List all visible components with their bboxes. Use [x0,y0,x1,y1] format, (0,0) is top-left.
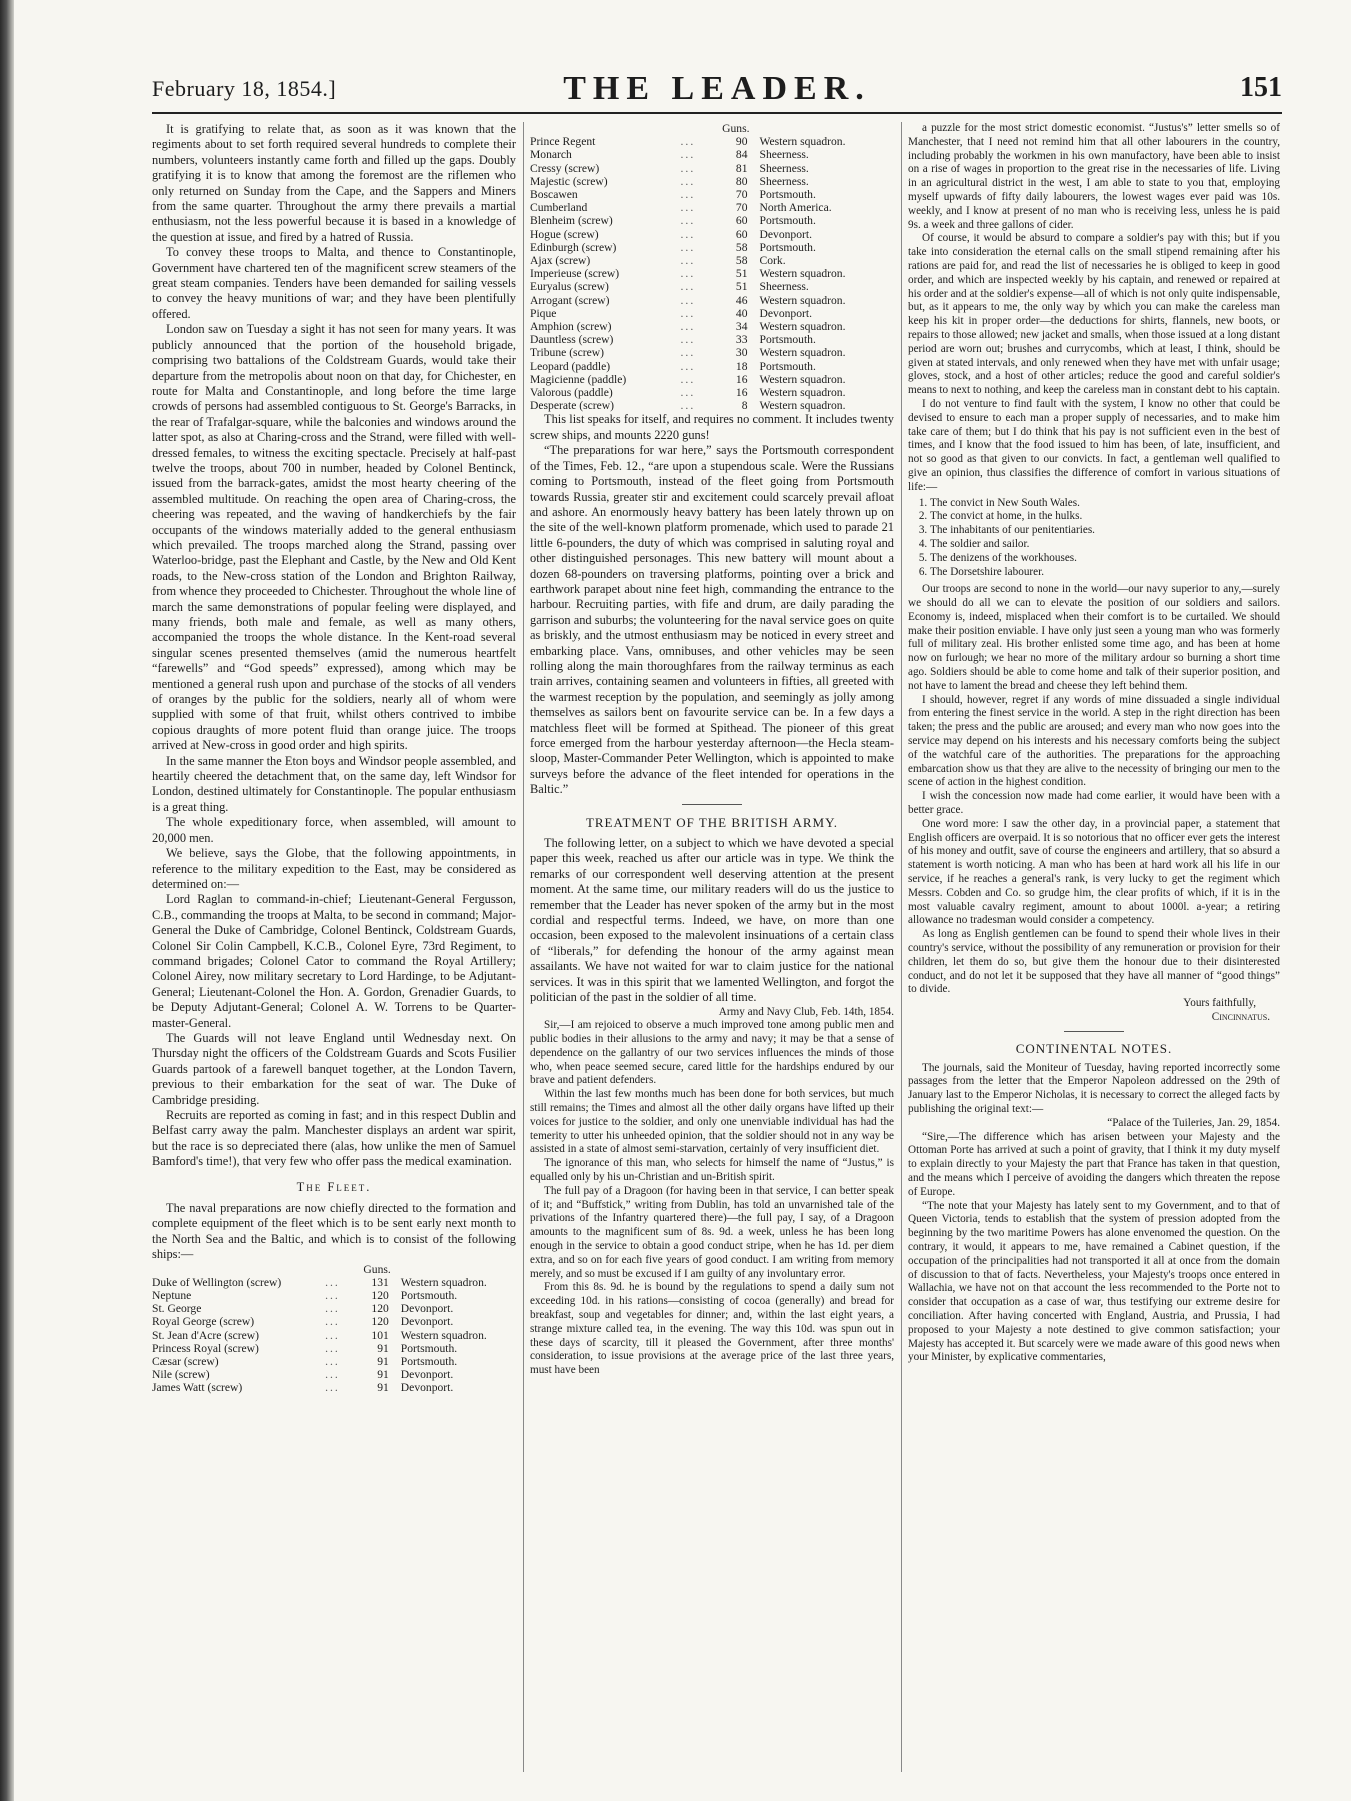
letter-dateline: “Palace of the Tuileries, Jan. 29, 1854. [1107,1116,1280,1129]
table-row: Cumberland ... 70 North America. [530,201,832,215]
table-row: Prince Regent ... 90 Western squadron. [530,135,846,149]
table-row: Majestic (screw) ... 80 Sheerness. [530,174,809,188]
table-row: Boscawen ... 70 Portsmouth. [530,188,816,202]
table-row: Nile (screw) ... 91 Devonport. [152,1368,454,1382]
paragraph: It is gratifying to relate that, as soon as it was known that the regiments about to set forth required several hundreds to complete their numbers, volunteers instantly came forth and filled up the gaps. Doubly gratifying it is to know that among the foremost are the riflemen who only returned on Sunday from the Cape, and the Sappers and Miners from the same quarter. Throughout the army there prevails a martial enthusiasm, not the less powerful because it is based in a knowledge of the question at issue, and fired by a hatred of Russia. [152,122,516,244]
section-rule [1064,1031,1124,1032]
table-row: Cressy (screw) ... 81 Sheerness. [530,161,809,175]
paragraph: One word more: I saw the other day, in a provincial paper, a statement that English officers are overpaid. It is so notorious that no officer ever gets the interest of his money and outfit, save of course the engineers and artillery, that so absurd a statement is worth noticing. A man who has been at hard work all his life in our service, if he reaches a general's rank, is very lucky to get the regiment which Messrs. Cobden and Co. so grudge him, the clear profits of which, if it is in the most valuable cavalry regiment, amount to about 1000l. a-year; a retiring allowance no tradesman would consider a competency. [908,817,1280,927]
section-heading-fleet: The Fleet. [296,1179,372,1194]
table-row: Desperate (screw) ... 8 Western squadron. [530,399,846,413]
paragraph: “The preparations for war here,” says the Portsmouth correspondent of the Times, Feb. 12., “are upon a stupendous scale. Were the Russians coming to Portsmouth, instead of the fleet going from Portsmouth towards Russia, greater stir and excitement could scarcely prevail afloat and ashore. An enormously heavy battery has been lately thrown up on the site of the well-known platform promenade, which used to parade 21 little 6-pounders, the duty of which was comprised in saluting royal and other distinguished personages. This new battery will mount about a dozen 68-pounders on traversing platforms, pointing over a brick and earthwork parapet about nine feet high, commanding the entrance to the harbour. Recruiting parties, with fife and drum, are daily parading the garrison and suburbs; the volunteering for the naval service goes on quite as briskly, and the utmost enthusiasm may be noticed in every street and embarking place. Vans, omnibuses, and other vehicles may be seen rolling along the main thoroughfares from the railway terminus as each train arrives, containing seamen and volunteers in fifties, all greeted with the warmest reception by the population, and seemingly as jolly among themselves as sailors bent on favourite service can be. In a few days a matchless fleet will be formed at Spithead. The pioneer of this great force emerged from the harbour yesterday afternoon—the Hecla steam-sloop, Master-Commander Peter Wellington, which is appointed to make surveys before the advance of the fleet intended for operations in the Baltic.” [530,443,894,797]
table-row: Hogue (screw) ... 60 Devonport. [530,227,812,241]
guns-column-header: Guns. [363,1262,391,1276]
table-row: Tribune (screw) ... 30 Western squadron. [530,346,846,360]
comfort-classes-list [930,497,1280,580]
paragraph: In the same manner the Eton boys and Windsor people assembled, and heartily cheered the detachment that, on the same day, left Windsor for London, destined ultimately for Constantinople. The popular enthusiasm is a great thing. [152,753,516,814]
table-row: Pique ... 40 Devonport. [530,306,812,320]
table-row: Blenheim (screw) ... 60 Portsmouth. [530,214,816,228]
fleet-table-2 [530,122,894,412]
section-heading-army: TREATMENT OF THE BRITISH ARMY. [585,814,839,830]
table-row: Princess Royal (screw) ... 91 Portsmouth. [152,1341,458,1355]
table-row: Valorous (paddle) ... 16 Western squadron. [530,386,846,400]
paragraph: We believe, says the Globe, that the following appointments, in reference to the military expedition to the East, may be considered as determined on:— [152,846,516,891]
paragraph: Of course, it would be absurd to compare a soldier's pay with this; but if you take into consideration the eternal calls on the small stipend remaining after his rations are paid for, and read the list of necessaries he is obliged to keep in good order, and which are inspected weekly by his captain, and renewed or repaired at his order and at the soldier's expense—all of which is not only quite indispensable, but, as it appears to me, the only way by which you can make the careless man keep his kit in proper order—the deductions for shirts, flannels, new boots, or repairs to those allowed; new jacket and smalls, when those issued at a long distant period are worn out; brushes and currycombs, which at least, I think, should be given at stated intervals, and only renewed when they have met with unfair usage; gloves, stock, and a host of other articles; reduce the good and careful soldier's means to next to nothing, and keep the careless man in constant debt to his captain. [908,232,1280,397]
column-1 [152,122,516,1395]
column-divider [901,122,902,1772]
guns-column-header: Guns. [722,122,750,135]
list-item: 3. The inhabitants of our penitentiaries. [930,524,1280,538]
paragraph: The full pay of a Dragoon (for having been in that service, I can better speak of it; and “Buffstick,” writing from Dublin, has told an unvarnished tale of the privations of the Infantry quartered there)—the full pay, I say, of a Dragoon amounts to the magnificent sum of 8s. 9d. a week, unless he has been long enough in the service to obtain a good conduct stripe, when he has 1d. per diem extra, and so on for each five years of good conduct. I am writing from memory merely, and so must be excused if I am guilty of any involuntary error. [530,1184,894,1280]
issue-date: February 18, 1854.] [152,76,337,101]
masthead [152,70,1282,110]
paragraph: From this 8s. 9d. he is bound by the regulations to spend a daily sum not exceeding 10d. in his rations—consisting of cocoa (generally) and bread for breakfast, soup and vegetables for dinner; and, within the last eight years, a strange mixture called tea, in the evening. The way this 10d. was spun out in these days of scarcity, till it pleased the Government, after three months' consideration, to issue provisions at the average price of the last three years, must have been [530,1281,894,1377]
paragraph: a puzzle for the most strict domestic economist. “Justus's” letter smells so of Manchester, that I need not remind him that all other labourers in the country, including probably the workmen in his own manufactory, have been able to insist on a rise of wages in proportion to the great rise in the necessaries of life. Living in an agricultural district in the west, I am able to state to you that, employing myself upwards of fifty daily labourers, the lowest wages ever paid was 10s. weekly, and I know at present of no man who is receiving less, unless he is paid 9s. a week and three gallons of cider. [908,122,1280,231]
paragraph: Lord Raglan to command-in-chief; Lieutenant-General Fergusson, C.B., commanding the troops at Malta, to be second in command; Major-General the Duke of Cambridge, Colonel Bentinck, Coldstream Guards, Colonel Sir Colin Campbell, K.C.B., Colonel Eyre, 73rd Regiment, to command brigades; Colonel Cator to command the Royal Artillery; Colonel Airey, now military secretary to Lord Hardinge, to be Adjutant-General; Lieutenant-Colonel the Hon. A. Gordon, Grenadier Guards, to be Deputy Adjutant-General; Colonel A. W. Torrens to be Quarter-master-General. [152,892,516,1030]
paragraph: The following letter, on a subject to which we have devoted a special paper this week, reached us after our article was in type. We think the remarks of our correspondent well deserving attention at the present moment. At the same time, our military readers will do us the justice to remember that the Leader has never spoken of the army but in the most cordial and respectful terms. Indeed, we have, on more than one occasion, been exposed to the malevolent insinuations of a certain class of “liberals,” for defending the honour of the army against mean assailants. We have not waited for war to claim justice for the national services. It was in this spirit that we lamented Wellington, and forgot the politician of the past in the soldier of all time. [530,836,894,1005]
paragraph: Recruits are reported as coming in fast; and in this respect Dublin and Belfast carry away the palm. Manchester displays an ardent war spirit, but the race is so depreciated there (alas, how unlike the men of Samuel Bamford's time!), that very few who offer pass the medical examination. [152,1108,516,1169]
page-number: 151 [1240,72,1282,103]
table-row: Monarch ... 84 Sheerness. [530,148,809,162]
list-item: 5. The denizens of the workhouses. [930,552,1280,566]
table-row: Amphion (screw) ... 34 Western squadron. [530,320,846,334]
paragraph: I wish the concession now made had come earlier, it would have been with a better grace. [908,790,1280,817]
list-item: 2. The convict at home, in the hulks. [930,510,1280,524]
column-3 [908,122,1280,1365]
table-row: St. Jean d'Acre (screw) ... 101 Western squadron. [152,1328,487,1342]
paragraph: “The note that your Majesty has lately sent to my Government, and to that of Queen Victoria, tends to establish that the system of pression adopted from the beginning by the two maritime Powers has alone envenomed the question. On the contrary, it would, it appears to me, have remained a Cabinet question, if the occupation of the principalities had not transported it all at once from the domain of discussion to that of facts. Nevertheless, your Majesty's troops once entered in Wallachia, we have not on that account the less recommended to the Porte not to consider that occupation as a case of war, thus testifying our extreme desire for conciliation. After having concerted with England, Austria, and Prussia, I had proposed to your Majesty a note destined to give common satisfaction; your Majesty has accepted it. But scarcely were we made aware of this good news when your Minister, by explicative commentaries, [908,1199,1280,1364]
paragraph: The ignorance of this man, who selects for himself the name of “Justus,” is equalled only by his un-Christian and un-British spirit. [530,1157,894,1184]
column-divider [523,122,524,1772]
section-heading-continental: CONTINENTAL NOTES. [1015,1040,1173,1056]
paragraph: I should, however, regret if any words of mine dissuaded a single individual from entering the finest service in the world. A step in the right direction has been taken; the press and the public are aroused; and every man who now goes into the service may depend on his interests and his necessary comforts being the subject of the watchful care of the authorities. The preparations for the approaching embarcation show us that they are alive to the necessity of bringing our men to the scene of action in the highest condition. [908,693,1280,789]
paragraph: To convey these troops to Malta, and thence to Constantinople, Government have chartered ten of the magnificent screw steamers of the great steam companies. Tenders have been demanded for sailing vessels to convey the heavy munitions of war; and they have been plentifully offered. [152,245,516,321]
paragraph: As long as English gentlemen can be found to spend their whole lives in their country's service, without the possibility of any remuneration or provision for their children, let them do so, but give them the honour due to their disinterested conduct, and do not let it be supposed that they have all manner of “good things” to divide. [908,928,1280,996]
column-2 [530,122,894,1378]
paragraph: The naval preparations are now chiefly directed to the formation and complete equipment of the fleet which is to be sent early next month to the North Sea and the Baltic, and which is to consist of the following ships:— [152,1201,516,1262]
table-row: Neptune ... 120 Portsmouth. [152,1289,458,1303]
paragraph: This list speaks for itself, and requires no comment. It includes twenty screw ships, and mounts 2220 guns! [530,412,894,442]
list-item: 1. The convict in New South Wales. [930,497,1280,511]
paragraph: London saw on Tuesday a sight it has not seen for many years. It was publicly announced that the portion of the household brigade, comprising two battalions of the Coldstream Guards, would take their departure from the metropolis about noon on that day, for Chichester, en route for Malta and Constantinople, and long before the time large crowds of persons had assembled contiguous to St. George's Barracks, in the rear of Trafalgar-square, while the balconies and windows around the latter spot, as also at Charing-cross and the Strand, were filled with well-dressed females, to witness the exciting spectacle. Precisely at half-past twelve the troops, about 700 in number, headed by Colonel Bentinck, issued from the barrack-gates, amidst the most hearty cheering of the assembled multitude. On reaching the open area of Charing-cross, the cheering was repeated, and the waving of handkerchiefs by the fair occupants of the windows materially added to the general enthusiasm which prevailed. The troops marched along the Strand, passing over Waterloo-bridge, past the Elephant and Castle, by the New and Old Kent roads, to the New-cross station of the London and Brighton Railway, from whence they proceeded to Chichester. Throughout the whole line of march the same demonstrations of popular feeling were displayed, and many friends, both male and female, as well as many others, accompanied the troops the whole distance. In the Kent-road several singular scenes presented themselves (amid the numerous heartfelt “farewells” and “God speeds” expressed), among which may be mentioned a general rush upon and purchase of the stocks of all venders of oranges by the public for the soldiers, nearly all of whom were supplied with some of that fruit, whilst others contrived to imbibe copious draughts of more potent fluid than orange juice. The troops arrived at New-cross in good order and high spirits. [152,322,516,753]
paragraph: The whole expeditionary force, when assembled, will amount to 20,000 men. [152,815,516,845]
table-row: Royal George (screw) ... 120 Devonport. [152,1315,454,1329]
table-row: Arrogant (screw) ... 46 Western squadron. [530,293,846,307]
table-row: Euryalus (screw) ... 51 Sheerness. [530,280,809,294]
header-rule [152,112,1282,114]
list-item: 4. The soldier and sailor. [930,538,1280,552]
table-row: Cæsar (screw) ... 91 Portsmouth. [152,1355,458,1369]
section-rule [682,804,742,805]
table-row: Dauntless (screw) ... 33 Portsmouth. [530,333,816,347]
table-row: Imperieuse (screw) ... 51 Western squadron. [530,267,846,281]
table-row: Ajax (screw) ... 58 Cork. [530,254,786,268]
table-row: St. George ... 120 Devonport. [152,1302,454,1316]
table-row: Magicienne (paddle) ... 16 Western squadron. [530,372,846,386]
table-row: Edinburgh (screw) ... 58 Portsmouth. [530,240,816,254]
fleet-table-1 [152,1263,516,1395]
letter-dateline: Army and Navy Club, Feb. 14th, 1854. [718,1005,894,1018]
paragraph: Our troops are second to none in the world—our navy superior to any,—surely we should do all we can to elevate the position of our soldiers and sailors. Economy is, indeed, misplaced when their comfort is to be curtailed. We should make their position enviable. I have only just seen a young man who was formerly full of military zeal. His brother enlisted some time ago, and has been at home now on furlough; we hear no more of the military ardour so burning a short time ago. Soldiers should be able to come home and talk of their superior position, and not have to lament the bread and cheese they left behind them. [908,583,1280,692]
table-row: Duke of Wellington (screw) ... 131 Western squadron. [152,1275,487,1289]
letter-closing: Yours faithfully, [1183,997,1256,1010]
paragraph: I do not venture to find fault with the system, I know no other that could be devised to ensure to each man a proper supply of necessaries, and to make him take care of them; but I do think that his pay is not sufficient even in the best of times, and I know that the food issued to him has been, of late, insufficient, and not so good as that given to our convicts. In fact, a gentleman well qualified to give an opinion, thus classifies the difference of comfort in various situations of life:— [908,397,1280,493]
table-row: James Watt (screw) ... 91 Devonport. [152,1381,454,1395]
paragraph: Sir,—I am rejoiced to observe a much improved tone among public men and public bodies in their allusions to the army and navy; it may be that a sense of dependence on the gallantry of our two services influences the minds of those who, when peace seemed secure, cared little for the hardships endured by our brave and patient defenders. [530,1019,894,1087]
paragraph: The Guards will not leave England until Wednesday next. On Thursday night the officers of the Coldstream Guards and Scots Fusilier Guards partook of a farewell banquet together, at the London Tavern, previous to their embarkation for the seat of war. The Duke of Cambridge presiding. [152,1030,516,1107]
paragraph: “Sire,—The difference which has arisen between your Majesty and the Ottoman Porte has arrived at such a point of gravity, that I think it my duty myself to explain directly to your Majesty the part that France has taken in that question, and the means which I perceive of avoiding the dangers which threaten the repose of Europe. [908,1130,1280,1198]
paragraph: Within the last few months much has been done for both services, but much still remains; the Times and almost all the other daily organs have lifted up their voices for justice to the soldier, and only one unenviable individual has had the temerity to utter his unheeded opinion, that the soldier should not in any way be assisted in a state of almost semi-starvation, certainly of very insufficient diet. [530,1088,894,1156]
page-binding-edge [0,0,14,1801]
table-row: Leopard (paddle) ... 18 Portsmouth. [530,359,816,373]
letter-signature: Cincinnatus. [1211,1011,1270,1023]
list-item: 6. The Dorsetshire labourer. [930,566,1280,580]
paragraph: The journals, said the Moniteur of Tuesday, having reported incorrectly some passages from the letter that the Emperor Napoleon addressed on the 29th of January last to the Emperor Nicholas, it is necessary to correct the alleged facts by publishing the original text:— [908,1061,1280,1115]
paper-title: THE LEADER. [563,70,871,107]
